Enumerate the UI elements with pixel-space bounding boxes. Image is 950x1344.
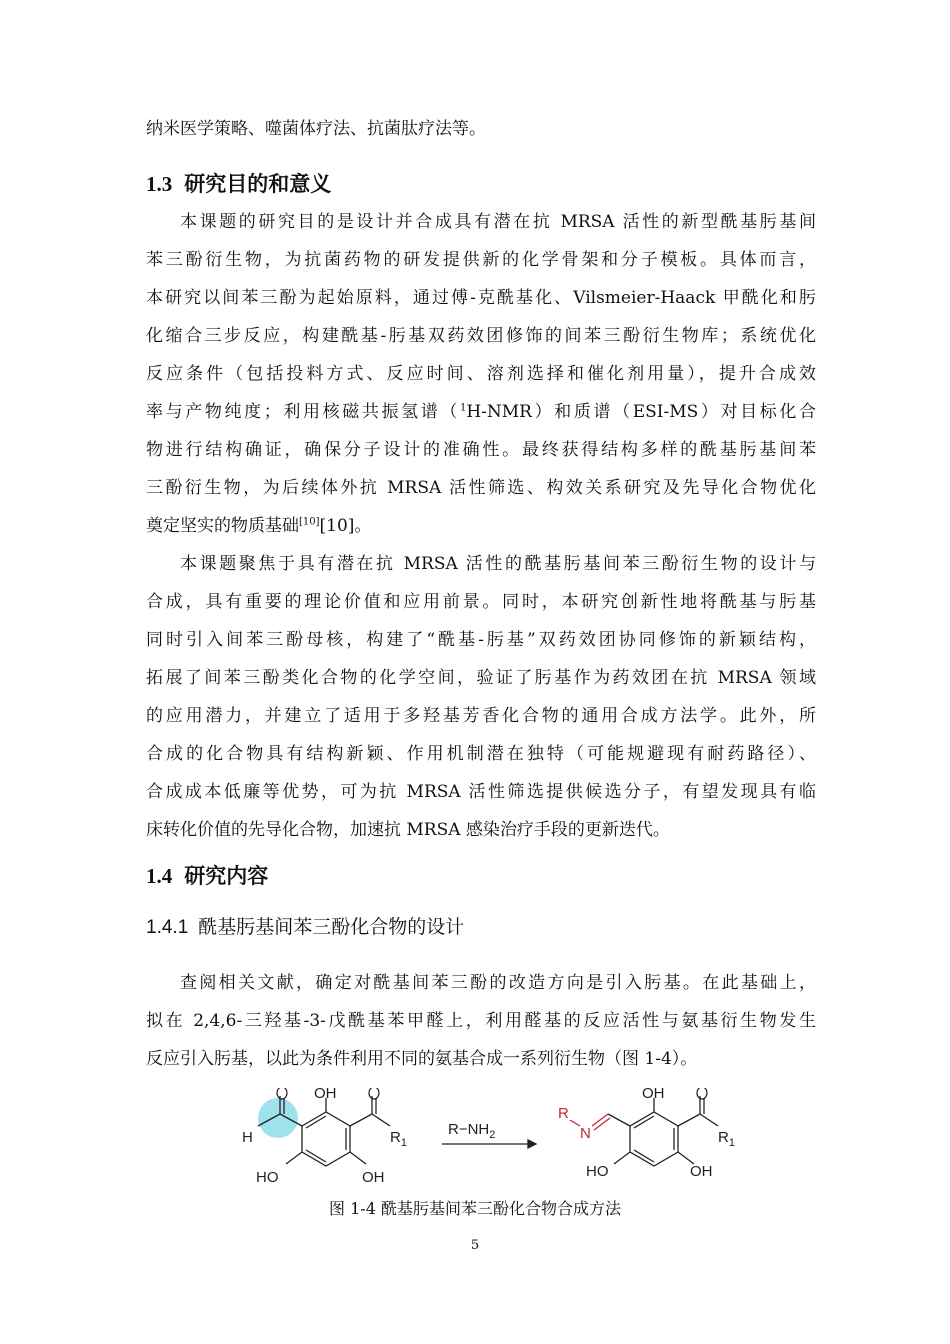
atom-label: OH bbox=[690, 1163, 713, 1180]
label-subscript: 1 bbox=[728, 1137, 735, 1149]
bond bbox=[350, 1152, 366, 1164]
paragraph-line: 合成成本低廉等优势，可为抗 MRSA 活性筛选提供候选分子，有望发现具有临 bbox=[146, 782, 816, 802]
paragraph-line: 拟在 2,4,6-三羟基-3-戊酰基苯甲醛上，利用醛基的反应活性与氨基衍生物发生 bbox=[146, 1011, 816, 1031]
substituent-label bbox=[718, 1129, 735, 1149]
oxygen-atom bbox=[697, 1088, 707, 1099]
citation-superscript: [10] bbox=[299, 516, 320, 528]
paragraph-line: 本课题聚焦于具有潜在抗 MRSA 活性的酰基肟基间苯三酚衍生物的设计与 bbox=[180, 554, 816, 574]
paragraph-line: 三酚衍生物，为后续体外抗 MRSA 活性筛选、构效关系研究及先导化合物优化 bbox=[146, 478, 816, 498]
label-subscript: 1 bbox=[400, 1137, 407, 1149]
atom-label: HO bbox=[586, 1163, 609, 1180]
atom-label: HO bbox=[256, 1169, 279, 1184]
label-main: R−NH bbox=[448, 1121, 490, 1138]
reaction-scheme bbox=[230, 1088, 770, 1184]
paragraph-line: 合成，具有重要的理论价值和应用前景。同时，本研究创新性地将酰基与肟基 bbox=[146, 592, 816, 612]
bond-red bbox=[592, 1114, 608, 1126]
paragraph-line: 本课题的研究目的是设计并合成具有潜在抗 MRSA 活性的新型酰基肟基间 bbox=[180, 212, 816, 232]
atom-label-red: N bbox=[580, 1125, 591, 1142]
bond bbox=[678, 1114, 700, 1126]
paragraph-line: 苯三酚衍生物，为抗菌药物的研发提供新的化学骨架和分子模板。具体而言， bbox=[146, 250, 816, 270]
reaction-arrow-group bbox=[442, 1121, 536, 1148]
aldehyde-highlight bbox=[258, 1098, 298, 1138]
paragraph-line: 同时引入间苯三酚母核，构建了“酰基-肟基”双药效团协同修饰的新颖结构， bbox=[146, 630, 816, 650]
reagent-label bbox=[448, 1121, 495, 1141]
text-span: 率与产物纯度；利用核磁共振氢谱（ bbox=[146, 402, 460, 422]
atom-label-red: R bbox=[558, 1105, 569, 1122]
figure-caption: 图 1-4 酰基肟基间苯三酚化合物合成方法 bbox=[329, 1199, 621, 1218]
label-subscript: 2 bbox=[489, 1129, 496, 1141]
paragraph-line: 床转化价值的先导化合物，加速抗 MRSA 感染治疗手段的更新迭代。 bbox=[146, 820, 670, 840]
text-span: 奠定坚实的物质基础 bbox=[146, 516, 299, 536]
product bbox=[558, 1088, 735, 1180]
paragraph-line: 查阅相关文献，确定对酰基间苯三酚的改造方向是引入肟基。在此基础上， bbox=[180, 973, 816, 993]
bond-red bbox=[570, 1120, 580, 1126]
superscript: 1 bbox=[459, 402, 467, 414]
paragraph-line bbox=[146, 514, 816, 538]
benzene-ring bbox=[302, 1112, 350, 1166]
text-span: H-NMR）和质谱（ESI-MS）对目标化合 bbox=[466, 402, 817, 422]
substituent-label bbox=[390, 1129, 407, 1149]
paragraph-line: 拓展了间苯三酚类化合物的化学空间，验证了肟基作为药效团在抗 MRSA 领域 bbox=[146, 668, 816, 688]
page-number: 5 bbox=[470, 1238, 480, 1253]
bond bbox=[286, 1152, 302, 1164]
atom-label: H bbox=[242, 1129, 253, 1146]
bond bbox=[608, 1114, 630, 1126]
bond bbox=[614, 1152, 630, 1164]
bond bbox=[372, 1114, 390, 1126]
section-number: 1.3 bbox=[146, 172, 173, 196]
section-heading-1-4 bbox=[146, 860, 268, 890]
paragraph-line: 化缩合三步反应，构建酰基-肟基双药效团修饰的间苯三酚衍生物库；系统优化 bbox=[146, 326, 816, 346]
section-number: 1.4 bbox=[146, 864, 173, 888]
subsection-heading-1-4-1 bbox=[146, 912, 464, 939]
subsection-number: 1.4.1 bbox=[146, 917, 189, 938]
label-main: R bbox=[390, 1129, 401, 1146]
bond bbox=[700, 1114, 718, 1126]
paragraph-line: 反应引入肟基，以此为条件利用不同的氨基合成一系列衍生物（图 1-4）。 bbox=[146, 1049, 698, 1069]
text-span: [10]。 bbox=[319, 516, 372, 536]
paragraph-line: 合成的化合物具有结构新颖、作用机制潜在独特（可能规避现有耐药路径）、 bbox=[146, 744, 816, 764]
arrow-head bbox=[528, 1140, 536, 1148]
section-heading-1-3 bbox=[146, 168, 331, 198]
atom-label: OH bbox=[314, 1088, 337, 1102]
atom-label: OH bbox=[642, 1088, 665, 1102]
label-main: R bbox=[718, 1129, 729, 1146]
atom-label: OH bbox=[362, 1169, 385, 1184]
paragraph-line: 物进行结构确证，确保分子设计的准确性。最终获得结构多样的酰基肟基间苯 bbox=[146, 440, 816, 460]
paragraph-line bbox=[146, 400, 816, 424]
paragraph-line: 反应条件（包括投料方式、反应时间、溶剂选择和催化剂用量），提升合成效 bbox=[146, 364, 816, 384]
paragraph-line: 本研究以间苯三酚为起始原料，通过傅-克酰基化、Vilsmeier-Haack 甲酰化和肟 bbox=[146, 288, 816, 308]
bond-red bbox=[594, 1118, 610, 1130]
subsection-title: 酰基肟基间苯三酚化合物的设计 bbox=[198, 916, 465, 938]
oxygen-atom bbox=[369, 1088, 379, 1099]
oxygen-atom bbox=[277, 1088, 287, 1099]
bond bbox=[350, 1114, 372, 1126]
section-title: 研究内容 bbox=[184, 864, 269, 888]
section-title: 研究目的和意义 bbox=[184, 172, 332, 196]
paragraph-line: 的应用潜力，并建立了适用于多羟基芳香化合物的通用合成方法学。此外，所 bbox=[146, 706, 816, 726]
paragraph-line: 纳米医学策略、噬菌体疗法、抗菌肽疗法等。 bbox=[146, 119, 486, 139]
benzene-ring bbox=[630, 1112, 678, 1166]
